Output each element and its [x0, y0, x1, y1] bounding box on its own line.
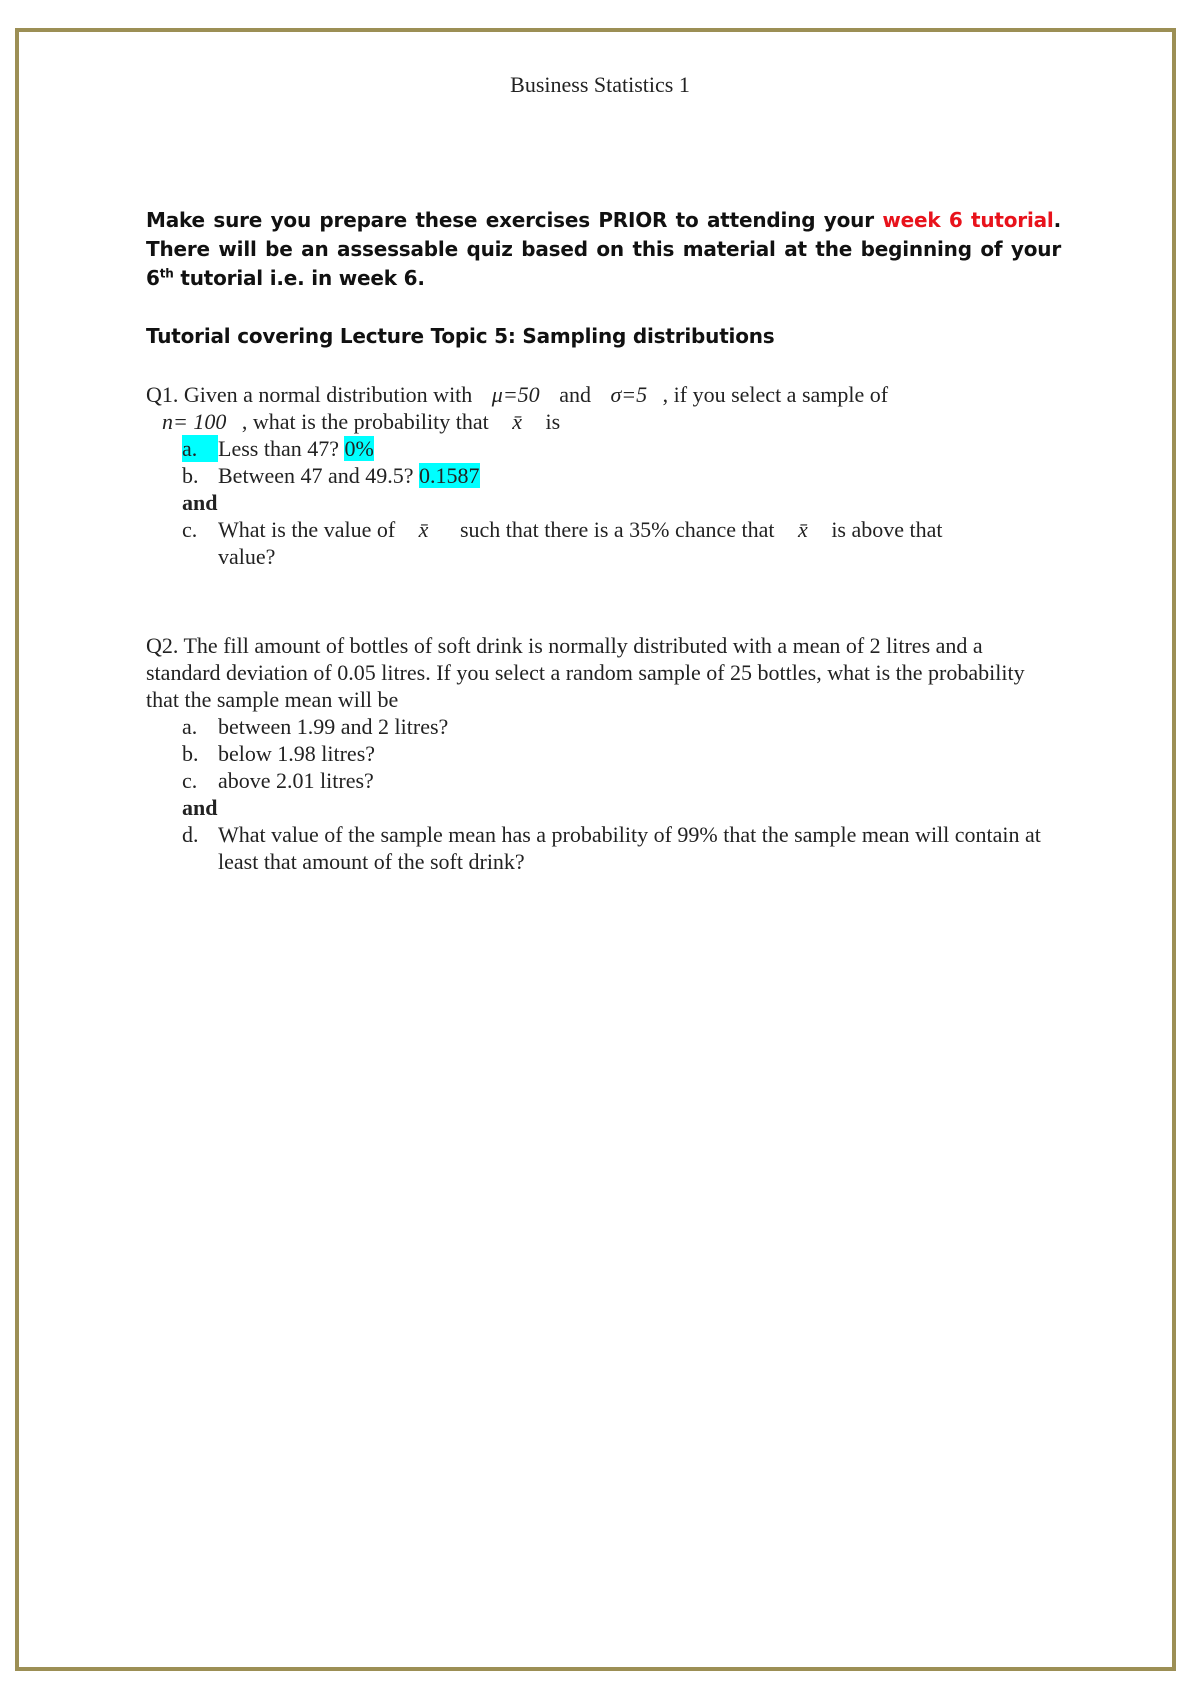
intro-highlight: week 6 tutorial — [882, 208, 1054, 232]
q1-xbar: x̄ — [512, 409, 522, 434]
q1-c-text-1: What is the value of — [218, 517, 396, 542]
q1-item-c — [146, 516, 1061, 570]
intro-text-3: tutorial i.e. in week 6. — [173, 266, 425, 290]
q1-c-text-4: value? — [218, 544, 276, 569]
q2-item-c — [146, 767, 1061, 794]
q1-is: is — [545, 409, 561, 434]
intro-paragraph — [146, 206, 1061, 293]
question-2 — [146, 632, 1061, 875]
q2-intro: Q2. The fill amount of bottles of soft drink is normally distributed with a mean of 2 litres and a standard deviation of 0.05 litres. If you select a random sample of 25 bottles, what is the probability that the sample mean will be — [146, 633, 1025, 712]
q1-c-text-2: such that there is a 35% chance that — [459, 517, 775, 542]
topic-heading: Tutorial covering Lecture Topic 5: Sampling distributions — [146, 324, 775, 348]
q1-a-answer: 0% — [344, 436, 374, 461]
q2-c-label: c. — [182, 768, 198, 793]
q1-line-1 — [146, 381, 1061, 408]
q2-b-text: below 1.98 litres? — [218, 741, 376, 766]
q1-b-answer: 0.1587 — [419, 463, 480, 488]
q2-d-text: What value of the sample mean has a probability of 99% that the sample mean will contain at least that amount of the soft drink? — [218, 822, 1041, 874]
q2-item-b — [146, 740, 1061, 767]
q1-item-b — [146, 462, 1061, 489]
q2-d-label: d. — [182, 822, 199, 847]
q1-a-text: Less than 47? — [218, 436, 339, 461]
q1-after-sigma: , if you select a sample of — [662, 382, 889, 407]
q2-item-a — [146, 713, 1061, 740]
q1-c-label: c. — [182, 517, 198, 542]
q1-mu: μ=50 — [491, 382, 540, 407]
q1-and: and — [559, 382, 591, 407]
intro-text-1: Make sure you prepare these exercises PRIOR to attending your — [146, 208, 883, 232]
q1-line-2 — [146, 408, 1061, 435]
q1-item-a — [146, 435, 1061, 462]
q1-b-label: b. — [182, 463, 199, 488]
q1-and-label: and — [182, 490, 218, 515]
q2-and-label: and — [182, 795, 218, 820]
q1-c-text-3: is above that — [831, 517, 943, 542]
q1-a-label: a. — [182, 435, 218, 462]
q1-sigma: σ=5 — [610, 382, 648, 407]
q1-b-text: Between 47 and 49.5? — [218, 463, 414, 488]
page-header: Business Statistics 1 — [510, 72, 690, 97]
question-1 — [146, 381, 1061, 570]
q1-n: n= 100 — [162, 409, 227, 434]
intro-text-2: . There will be an assessable quiz based on this material at the beginning of your 6 — [146, 208, 1061, 290]
q1-lead: Q1. Given a normal distribution with — [146, 382, 473, 407]
intro-superscript: th — [159, 266, 174, 281]
q1-c-xbar-2: x̄ — [798, 517, 808, 542]
q2-a-label: a. — [182, 714, 198, 739]
q2-a-text: between 1.99 and 2 litres? — [218, 714, 449, 739]
q2-item-d — [146, 821, 1061, 875]
q1-after-n: , what is the probability that — [241, 409, 489, 434]
q2-b-label: b. — [182, 741, 199, 766]
q2-c-text: above 2.01 litres? — [218, 768, 374, 793]
q1-c-xbar-1: x̄ — [418, 517, 429, 542]
